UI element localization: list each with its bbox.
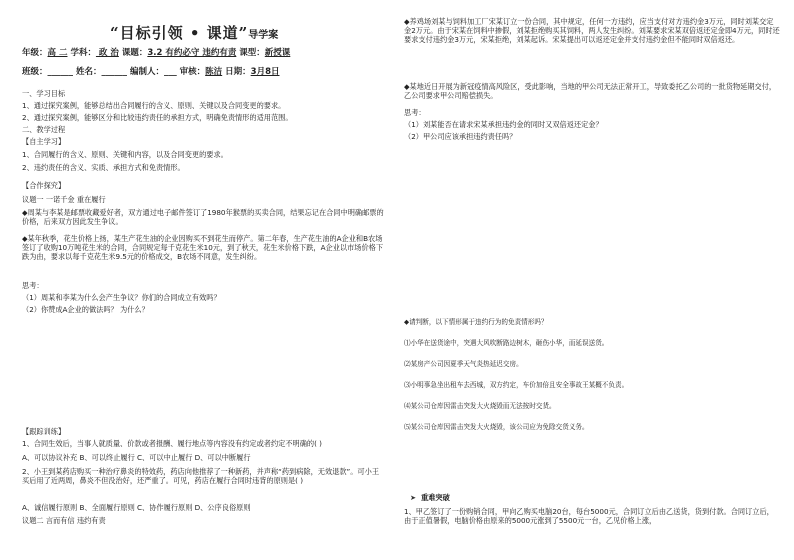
self-study-heading: 【自主学习】 <box>22 137 66 146</box>
judge-item-1: ⑴小华在送货途中，突遇大风吹断路边树木，砸伤小华，而延误送货。 <box>404 339 609 347</box>
question-right-1: （1）刘某能否在请求宋某承担违约金的同时又双倍返还定金？ <box>404 120 603 129</box>
question-1: （1）周某和李某为什么会产生争议？你们的合同成立有效吗？ <box>22 293 221 302</box>
drill-question-1-options: A、可以协议补充 B、可以终止履行 C、可以中止履行 D、可以中断履行 <box>22 453 251 462</box>
page-title <box>110 22 278 43</box>
think-label: 思考： <box>22 281 44 290</box>
think-label-right: 思考： <box>404 108 426 117</box>
drill-question-1: 1、合同生效后，当事人就质量、价款或者报酬、履行地点等内容没有约定或者约定不明确的( ) <box>22 439 322 448</box>
coop-heading: 【合作探究】 <box>22 181 66 190</box>
case-3: ◆养鸡场刘某与饲料加工厂宋某订立一份合同，其中规定，任何一方违约，应当支付对方违约金3万元，同时刘某交定金2万元。由于宋某在饲料中掺假，刘某拒绝购买其饲料，两人发生纠纷。刘某要求宋某双倍返还定金即4万元，同时还要求支付违约金3万元，宋某拒绝，刘某起诉。宋某提出可以返还定金并支付违约金但不能同时双倍返还。 <box>404 17 780 44</box>
drill-heading: 【跟踪训练】 <box>22 427 66 436</box>
judge-item-5: ⑸某公司仓库因雷击突发大火烧毁，该公司应为免除交货义务。 <box>404 423 589 431</box>
self-study-1: 1、合同履行的含义、原则、关键和内容，以及合同变更的要求。 <box>22 150 228 159</box>
judge-heading: ◆请判断，以下情形属于违约行为的免责情形吗？ <box>404 318 548 326</box>
title-sub: 导学案 <box>248 30 279 41</box>
judge-item-3: ⑶小明事急坐出租车去西城，双方约定，车价加倍且安全事故王某概不负责。 <box>404 381 629 389</box>
case-4: ◆某地近日开展为新冠疫情高风险区，受此影响，当地的甲公司无法正常开工，导致委托乙公司的一批货物延期交付，乙公司要求甲公司赔偿损失。 <box>404 82 777 100</box>
judge-item-2: ⑵某房产公司因夏季天气炎热延迟交房。 <box>404 360 523 368</box>
topic-2: 议题二 言而有信 违约有责 <box>22 516 106 525</box>
question-right-2: （2）甲公司应该承担违约责任吗？ <box>404 132 517 141</box>
drill-question-2: 2、小王到某药店购买一种治疗鼻炎的特效药，药店向他推荐了一种新药，并声称“药到病除，无效退款”。可小王买后用了近两周，鼻炎不但没治好，还严重了。可见，药店在履行合同时违背的原则是( ) <box>22 467 380 485</box>
arrow-bullet-icon: ➤ <box>410 493 417 502</box>
objectives-heading: 一、学习目标 <box>22 89 66 98</box>
key-question-1: 1、甲乙签订了一份购销合同，甲向乙购买电脑20台，每台5000元，合同订立后由乙送货，货到付款。合同订立后，由于正值暑假，电脑价格由原来的5000元涨到了5500元一台，乙见价格上涨， <box>404 507 774 525</box>
objective-1: 1、通过探究案例，能够总结出合同履行的含义、原则、关键以及合同变更的要求。 <box>22 101 286 110</box>
self-study-2: 2、违约责任的含义、实质、承担方式和免责情形。 <box>22 163 185 172</box>
question-2: （2）你赞成A企业的做法吗？ 为什么？ <box>22 305 149 314</box>
judge-item-4: ⑷某公司仓库因雷击突发大火烧毁而无法按时交货。 <box>404 402 556 410</box>
meta-line-2: 班级：______ 姓名：______ 编制人：___ 审核：陈洁 日期：3月8日 <box>22 67 280 77</box>
meta-line-1: 年级：高 二 学科： 政 治 课题：3.2 有约必守 违约有责 课型：新授课 <box>22 48 291 58</box>
case-1: ◆周某与李某是邮票收藏爱好者，双方通过电子邮件签订了1980年猴票的买卖合同，结果忘记在合同中明确邮票的价格，后来双方因此发生争议。 <box>22 208 384 226</box>
topic-1: 议题一 一诺千金 重在履行 <box>22 195 106 204</box>
case-2: ◆某年秋季，花生价格上扬，某生产花生油的企业因购买不到花生而停产。第二年春，生产花生油的A企业和B农场签订了收购10万吨花生米的合同，合同规定每千克花生米10元，到了秋天，花生米价格下跌，A企业以市场价格下跌为由，要求以每千克花生米9.5元的价格成交，B农场不同意，发生纠纷。 <box>22 234 384 261</box>
drill-question-2-options: A、诚信履行原则 B、全面履行原则 C、协作履行原则 D、公序良俗原则 <box>22 503 251 512</box>
title-main: “目标引领 • 课道” <box>110 24 249 42</box>
key-heading: ➤ 重难突破 <box>410 493 450 502</box>
process-heading: 二、教学过程 <box>22 125 66 134</box>
objective-2: 2、通过探究案例，能够区分和比较违约责任的承担方式，明确免责情形的适用范围。 <box>22 113 293 122</box>
